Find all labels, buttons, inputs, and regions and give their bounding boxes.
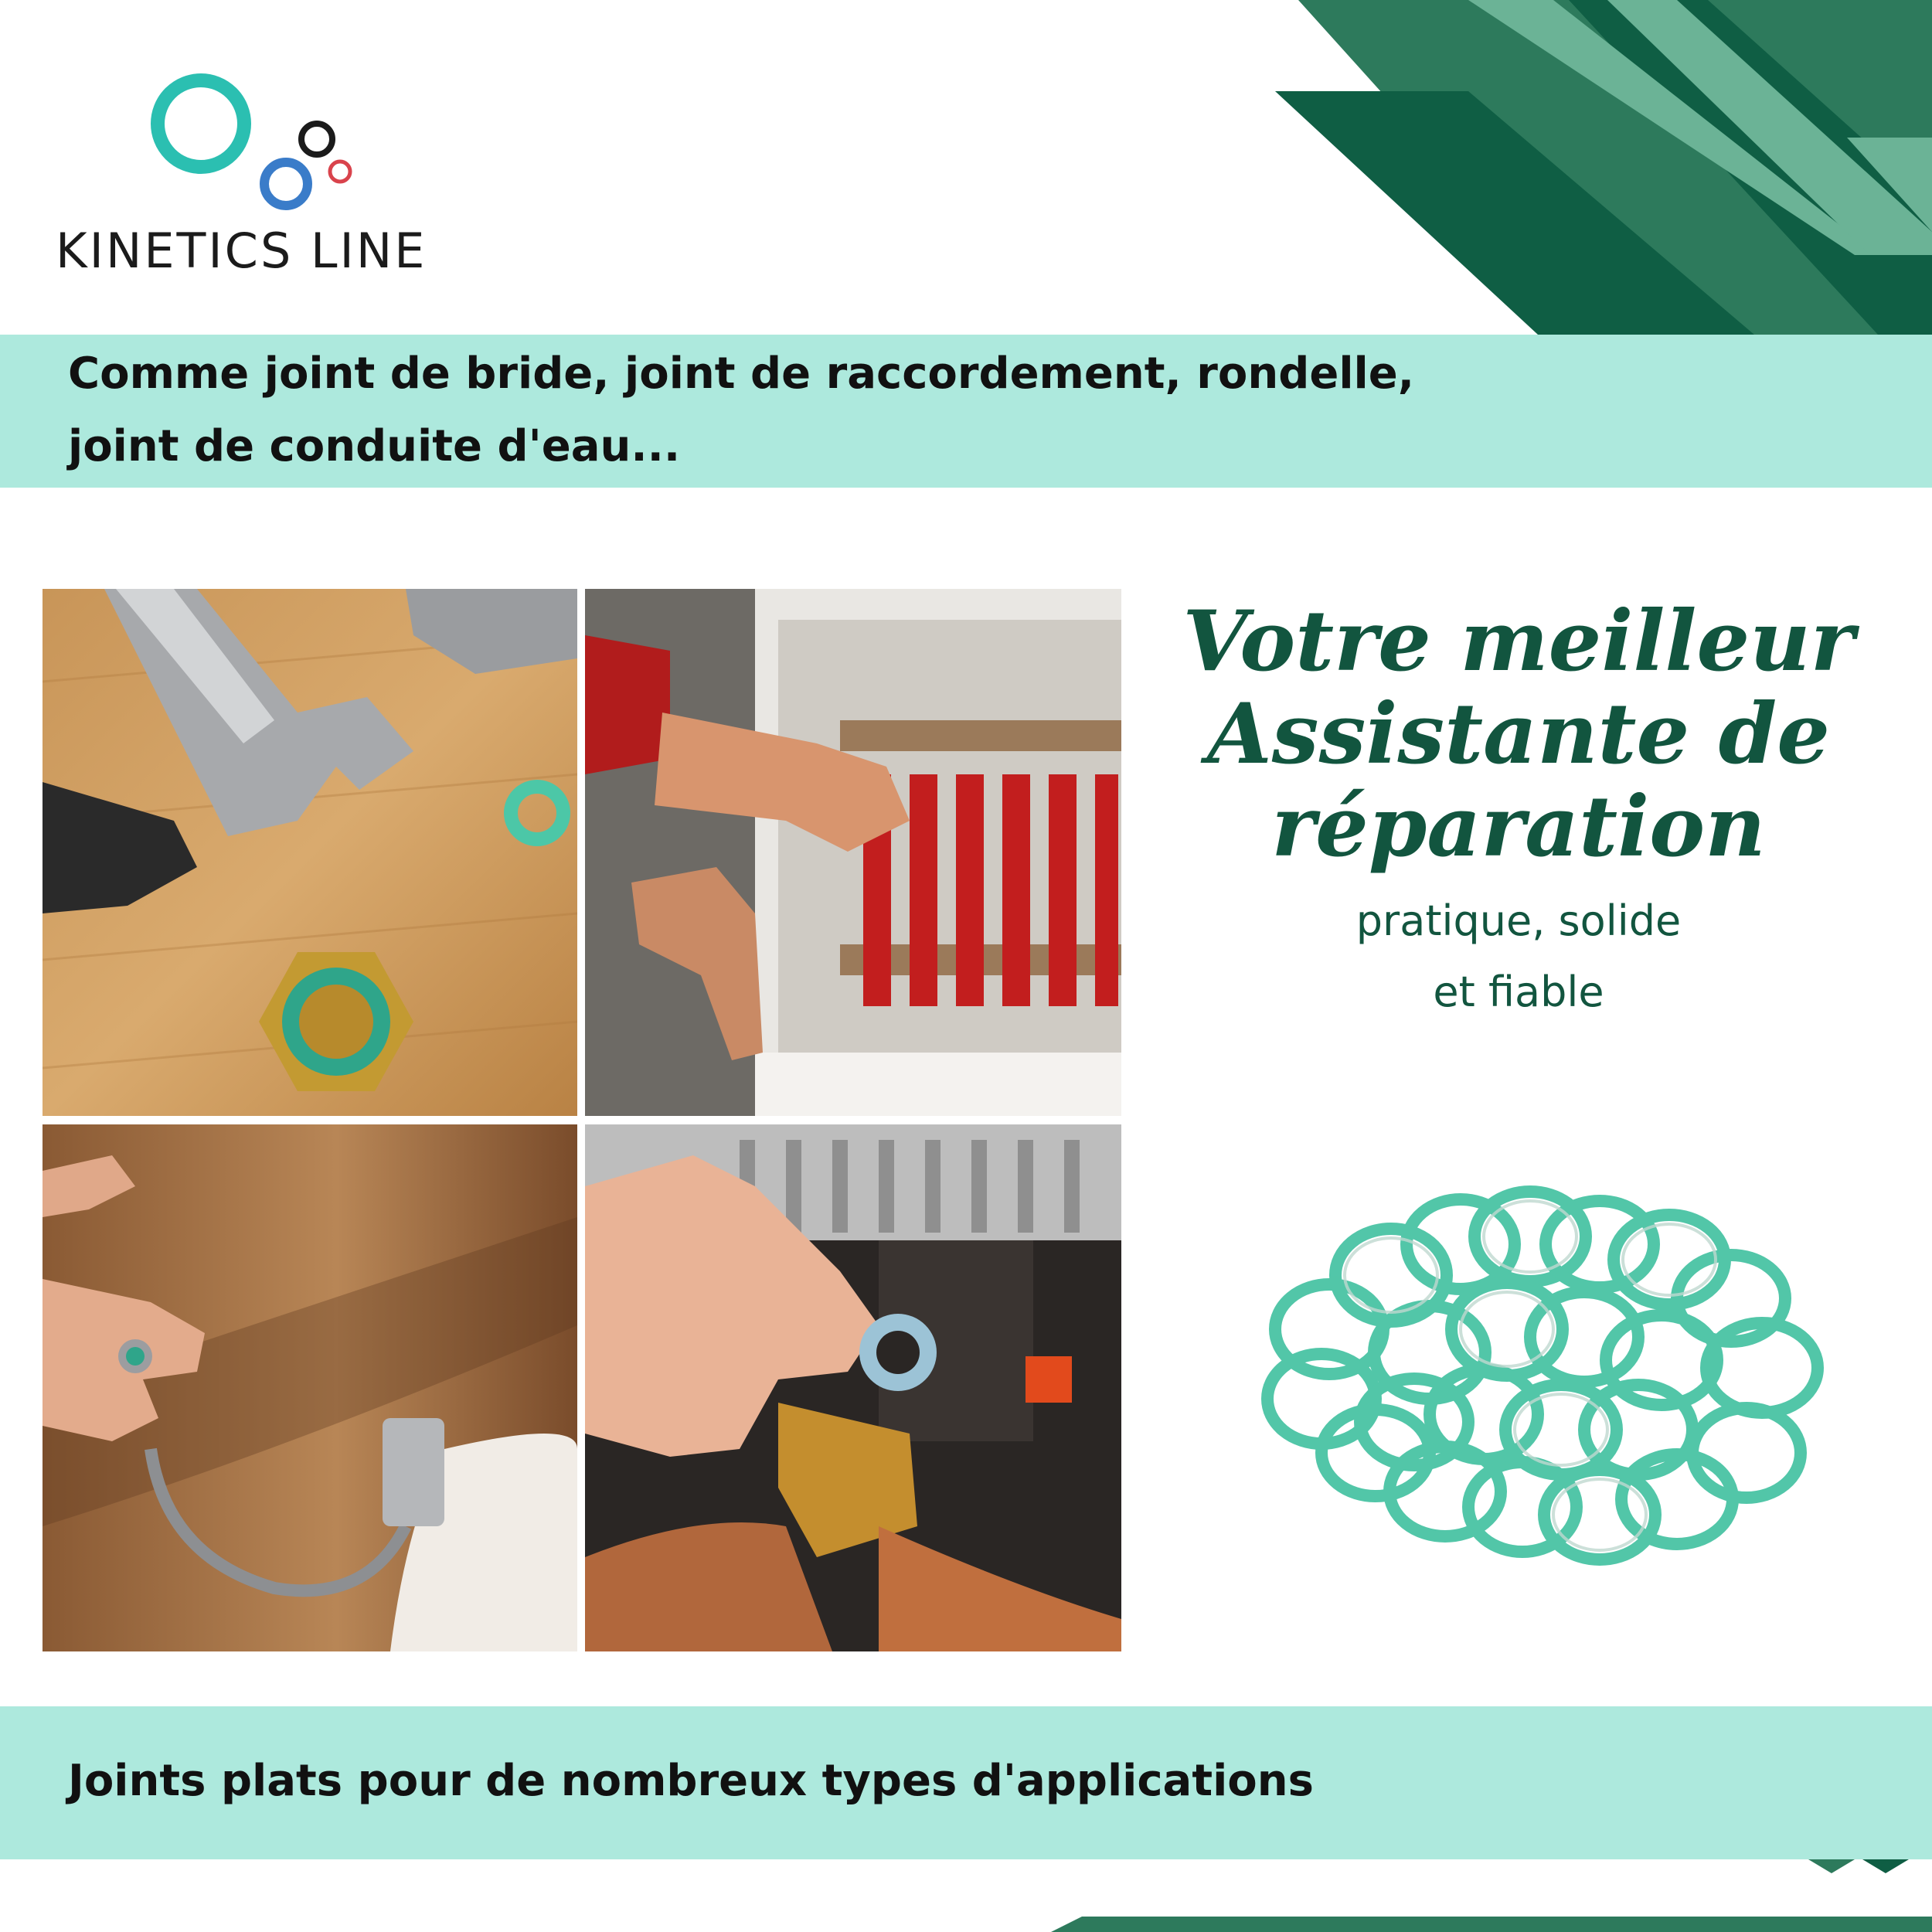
top-banner-line1: Comme joint de bride, joint de raccordement, rondelle, <box>68 349 1414 399</box>
bottom-banner-text: Joints plats pour de nombreux types d'applications <box>68 1756 1314 1806</box>
photo-flexible-hose <box>43 1124 577 1651</box>
bottom-banner <box>0 1706 1932 1859</box>
top-banner <box>0 335 1932 488</box>
top-banner-text <box>68 338 1414 483</box>
top-banner-line2: joint de conduite d'eau... <box>68 421 681 471</box>
photo-gasket-copper-pipes <box>585 1124 1121 1651</box>
gasket-pile-image <box>1236 1175 1839 1577</box>
photo-heating-manifold <box>585 589 1121 1116</box>
subline-line2: et fiable <box>1433 968 1604 1016</box>
headline-line1: Votre meilleur <box>1182 593 1855 690</box>
decor-green-stripes-bottom <box>1051 1859 1932 1932</box>
brand-name: KINETICS LINE <box>56 223 427 279</box>
headline-line2: Assistante de <box>1206 685 1831 783</box>
subline-line1: pratique, solide <box>1355 896 1682 945</box>
decor-green-stripes-top <box>1275 0 1932 335</box>
photo-tools-on-wood <box>43 589 577 1116</box>
headline <box>1151 593 1886 876</box>
headline-line3: réparation <box>1271 778 1766 876</box>
